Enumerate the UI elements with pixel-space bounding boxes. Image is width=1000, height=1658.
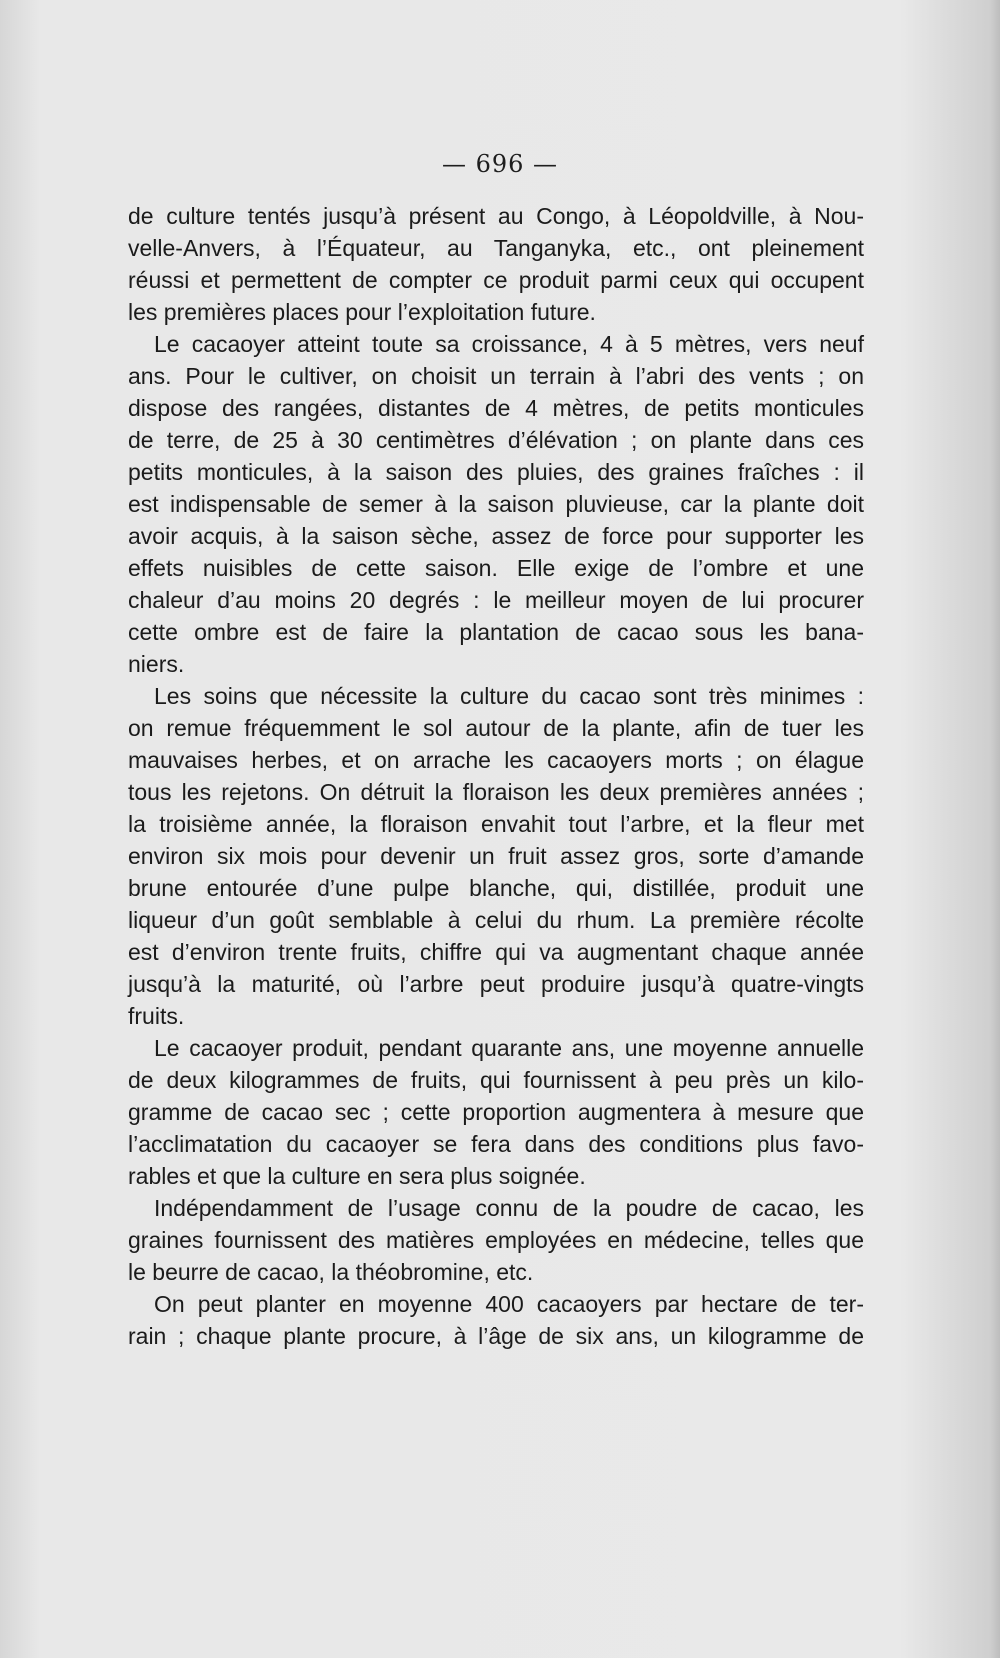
text-line: effets nuisibles de cette saison. Elle exige de l’ombre et une	[128, 555, 864, 581]
text-line: de culture tentés jusqu’à présent au Congo, à Léopoldville, à Nou-	[128, 203, 864, 229]
text-line: avoir acquis, à la saison sèche, assez de force pour supporter les	[128, 523, 864, 549]
text-line: dispose des rangées, distantes de 4 mètres, de petits monticules	[128, 395, 864, 421]
text-line: est indispensable de semer à la saison pluvieuse, car la plante doit	[128, 491, 864, 517]
paragraph-1	[128, 200, 864, 328]
text-line: cette ombre est de faire la plantation de cacao sous les bana-	[128, 619, 864, 645]
body-text	[128, 200, 864, 1352]
text-line: jusqu’à la maturité, où l’arbre peut produire jusqu’à quatre-vingts	[128, 971, 864, 997]
paragraph-4	[128, 1032, 864, 1192]
paragraph-5	[128, 1192, 864, 1288]
paragraph-3	[128, 680, 864, 1032]
text-line: la troisième année, la floraison envahit tout l’arbre, et la fleur met	[128, 811, 864, 837]
text-line: chaleur d’au moins 20 degrés : le meilleur moyen de lui procurer	[128, 587, 864, 613]
text-line: petits monticules, à la saison des pluies, des graines fraîches : il	[128, 459, 864, 485]
text-line: Indépendamment de l’usage connu de la poudre de cacao, les	[154, 1195, 864, 1221]
page-number: — 696 —	[441, 150, 559, 178]
text-line: réussi et permettent de compter ce produit parmi ceux qui occupent	[128, 267, 864, 293]
text-line: gramme de cacao sec ; cette proportion augmentera à mesure que	[128, 1099, 864, 1125]
text-line: mauvaises herbes, et on arrache les cacaoyers morts ; on élague	[128, 747, 864, 773]
paragraph-6	[128, 1288, 864, 1352]
text-line: environ six mois pour devenir un fruit assez gros, sorte d’amande	[128, 843, 864, 869]
text-line: niers.	[128, 651, 185, 677]
paragraph-2	[128, 328, 864, 680]
text-line: est d’environ trente fruits, chiffre qui va augmentant chaque année	[128, 939, 864, 965]
text-line: Le cacaoyer atteint toute sa croissance, 4 à 5 mètres, vers neuf	[154, 331, 864, 357]
text-line: velle-Anvers, à l’Équateur, au Tanganyka, etc., ont pleinement	[128, 235, 864, 261]
text-line: brune entourée d’une pulpe blanche, qui, distillée, produit une	[128, 875, 864, 901]
text-line: liqueur d’un goût semblable à celui du rhum. La première récolte	[128, 907, 864, 933]
text-line: le beurre de cacao, la théobromine, etc.	[128, 1259, 534, 1285]
text-line: fruits.	[128, 1003, 185, 1029]
text-line: rain ; chaque plante procure, à l’âge de six ans, un kilogramme de	[128, 1323, 864, 1349]
text-line: de terre, de 25 à 30 centimètres d’élévation ; on plante dans ces	[128, 427, 864, 453]
text-line: On peut planter en moyenne 400 cacaoyers par hectare de ter-	[154, 1291, 864, 1317]
text-line: Les soins que nécessite la culture du cacao sont très minimes :	[154, 683, 864, 709]
text-line: de deux kilogrammes de fruits, qui fournissent à peu près un kilo-	[128, 1067, 864, 1093]
text-line: on remue fréquemment le sol autour de la plante, afin de tuer les	[128, 715, 864, 741]
text-line: graines fournissent des matières employées en médecine, telles que	[128, 1227, 864, 1253]
text-line: tous les rejetons. On détruit la floraison les deux premières années ;	[128, 779, 864, 805]
text-line: rables et que la culture en sera plus soignée.	[128, 1163, 586, 1189]
text-line: les premières places pour l’exploitation future.	[128, 299, 596, 325]
text-line: ans. Pour le cultiver, on choisit un terrain à l’abri des vents ; on	[128, 363, 864, 389]
text-line: Le cacaoyer produit, pendant quarante ans, une moyenne annuelle	[154, 1035, 864, 1061]
text-line: l’acclimatation du cacaoyer se fera dans des conditions plus favo-	[128, 1131, 864, 1157]
